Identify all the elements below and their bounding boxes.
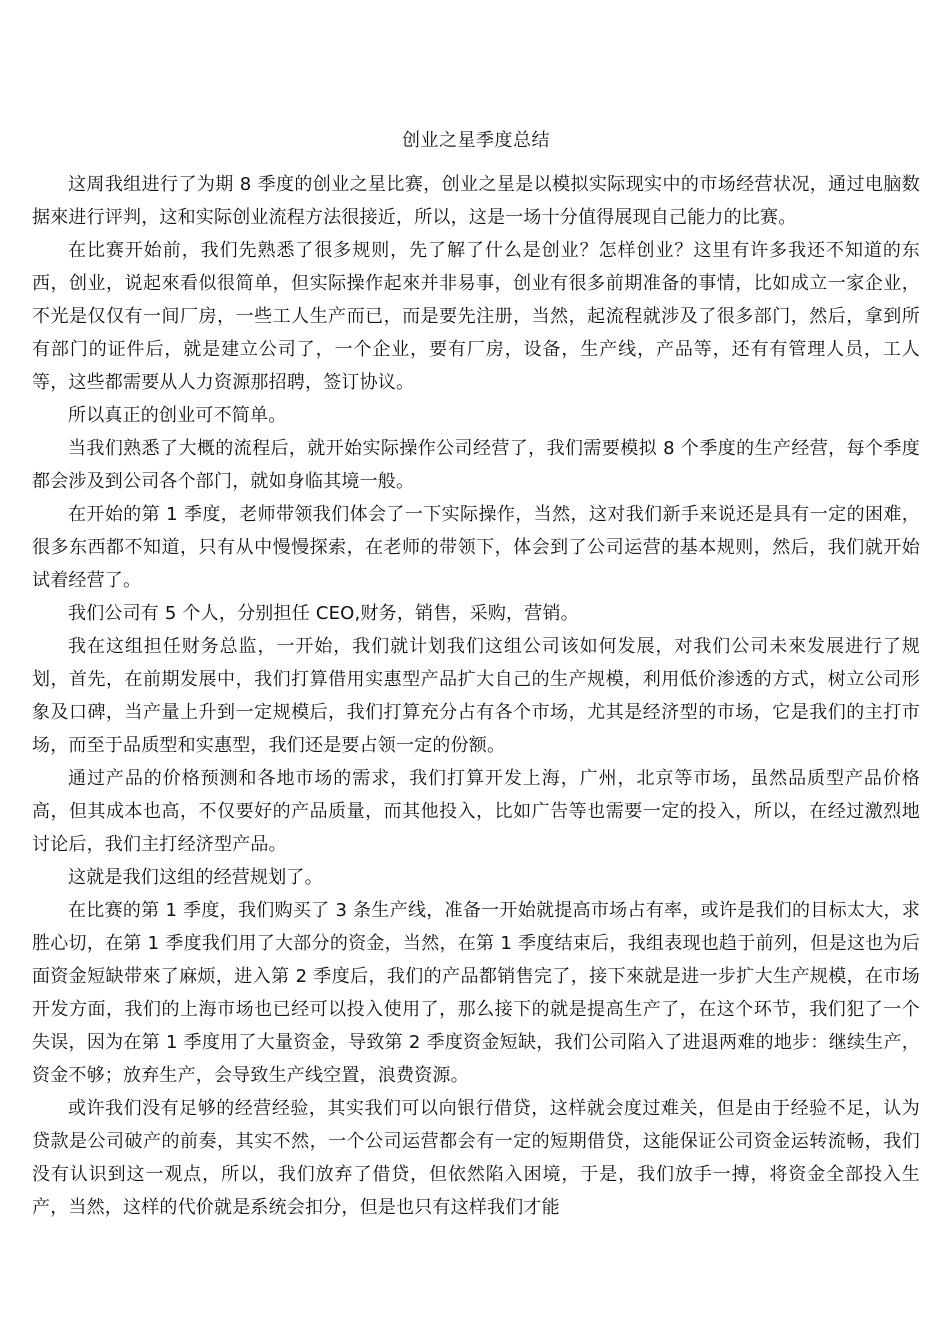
- paragraph-4: 当我们熟悉了大概的流程后，就开始实际操作公司经营了，我们需要模拟 8 个季度的生产经营，每个季度都会涉及到公司各个部门，就如身临其境一般。: [32, 438, 920, 492]
- paragraph-11: 或许我们没有足够的经营经验，其实我们可以向银行借贷，这样就会度过难关，但是由于经验不足，认为贷款是公司破产的前奏，其实不然，一个公司运营都会有一定的短期借贷，这能保证公司资金运转流畅，我们没有认识到这一观点，所以，我们放弃了借贷，但依然陷入困境，于是，我们放手一搏，将资金全部投入生产，当然，这样的代价就是系统会扣分，但是也只有这样我们才能: [32, 1098, 920, 1218]
- paragraph-6: 我们公司有 5 个人，分别担任 CEO,财务，销售，采购，营销。: [68, 603, 579, 624]
- paragraph-8: 通过产品的价格预测和各地市场的需求，我们打算开发上海，广州，北京等市场，虽然品质型产品价格高，但其成本也高，不仅要好的产品质量，而其他投入，比如广告等也需要一定的投入，所以，在经过激烈地讨论后，我们主打经济型产品。: [32, 768, 920, 855]
- paragraph-2: 在比赛开始前，我们先熟悉了很多规则，先了解了什么是创业？怎样创业？这里有许多我还不知道的东西，创业，说起來看似很简单，但实际操作起來并非易事，创业有很多前期准备的事情，比如成立一家企业，不光是仅仅有一间厂房，一些工人生产而已，而是要先注册，当然，起流程就涉及了很多部门，然后，拿到所有部门的证件后，就是建立公司了，一个企业，要有厂房，设备，生产线，产品等，还有有管理人员，工人等，这些都需要从人力资源那招聘，签订协议。: [32, 240, 920, 393]
- paragraph-5: 在开始的第 1 季度，老师带领我们体会了一下实际操作，当然，这对我们新手来说还是具有一定的困难，很多东西都不知道，只有从中慢慢探索，在老师的带领下，体会到了公司运营的基本规则，然后，我们就开始试着经营了。: [32, 504, 920, 591]
- document-title: 创业之星季度总结: [402, 130, 550, 151]
- paragraph-10: 在比赛的第 1 季度，我们购买了 3 条生产线，准备一开始就提高市场占有率，或许是我们的目标太大，求胜心切，在第 1 季度我们用了大部分的资金，当然，在第 1 季度结束后，我组表现也趋于前列，但是这也为后面资金短缺带來了麻烦，进入第 2 季度后，我们的产品都销售完了，接下來就是进一步扩大生产规模，在市场开发方面，我们的上海市场也已经可以投入使用了，那么接下的就是提高生产了，在这个环节，我们犯了一个失误，因为在第 1 季度用了大量资金，导致第 2 季度资金短缺，我们公司陷入了进退两难的地步：继续生产，资金不够；放弃生产，会导致生产线空置，浪费资源。: [32, 900, 920, 1086]
- paragraph-9: 这就是我们这组的经营规划了。: [68, 867, 323, 888]
- paragraph-7: 我在这组担任财务总监，一开始，我们就计划我们这组公司该如何发展，对我们公司未來发展进行了规划，首先，在前期发展中，我们打算借用实惠型产品扩大自己的生产规模，利用低价渗透的方式，树立公司形象及口碑，当产量上升到一定规模后，我们打算充分占有各个市场，尤其是经济型的市场，它是我们的主打市场，而至于品质型和实惠型，我们还是要占领一定的份额。: [32, 636, 920, 756]
- paragraph-3: 所以真正的创业可不简单。: [68, 405, 287, 426]
- paragraph-1: 这周我组进行了为期 8 季度的创业之星比赛，创业之星是以模拟实际现实中的市场经营状况，通过电脑数据來进行评判，这和实际创业流程方法很接近，所以，这是一场十分值得展现自己能力的比赛。: [32, 174, 920, 228]
- document-page: [32, 128, 920, 1224]
